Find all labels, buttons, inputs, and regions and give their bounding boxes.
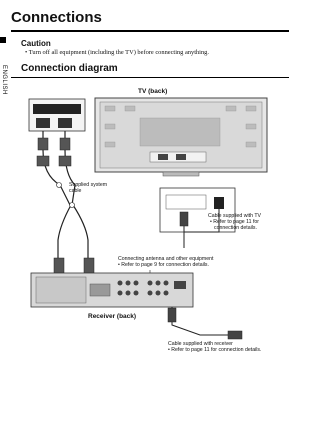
- receiver-cable-label-line2: • Refer to page 11 for connection details.: [168, 347, 262, 353]
- antenna-label-line2: • Refer to page 9 for connection details.: [118, 262, 209, 268]
- caution-item-text: Turn off all equipment (including the TV) before connecting anything.: [28, 49, 209, 56]
- system-cable-label-line2: cable: [69, 188, 82, 194]
- tv-terminal-box: [29, 99, 85, 131]
- system-cable-label-line1: Supplied system: [69, 182, 108, 188]
- receiver-cable-label: [168, 341, 261, 353]
- antenna-label-line1: Connecting antenna and other equipment: [118, 256, 214, 262]
- receiver-cable-label-line1: Cable supplied with receiver: [168, 341, 233, 347]
- tv-cable-label-line3: connection details.: [214, 225, 257, 231]
- antenna-label: [118, 256, 213, 268]
- page-title: Connections: [11, 9, 102, 26]
- section-heading: Connection diagram: [21, 63, 118, 74]
- tv-cable-label-line1: Cable supplied with TV: [208, 213, 261, 219]
- caution-heading: Caution: [21, 39, 51, 48]
- receiver-supplied-cable: [168, 307, 242, 339]
- receiver-back-panel: [31, 273, 193, 307]
- tv-cable-label: [208, 213, 261, 231]
- caution-item: • Turn off all equipment (including the TV) before connecting anything.: [25, 49, 209, 56]
- tv-cable-label-line2: • Refer to page 11 for: [210, 219, 260, 225]
- system-cable: [43, 131, 88, 262]
- tv-back-label: TV (back): [138, 88, 168, 95]
- receiver-back-label: Receiver (back): [88, 313, 137, 320]
- system-cable-label: [69, 182, 107, 194]
- side-language-label: ENGLISH: [1, 65, 7, 95]
- tv-back-panel: [95, 98, 267, 172]
